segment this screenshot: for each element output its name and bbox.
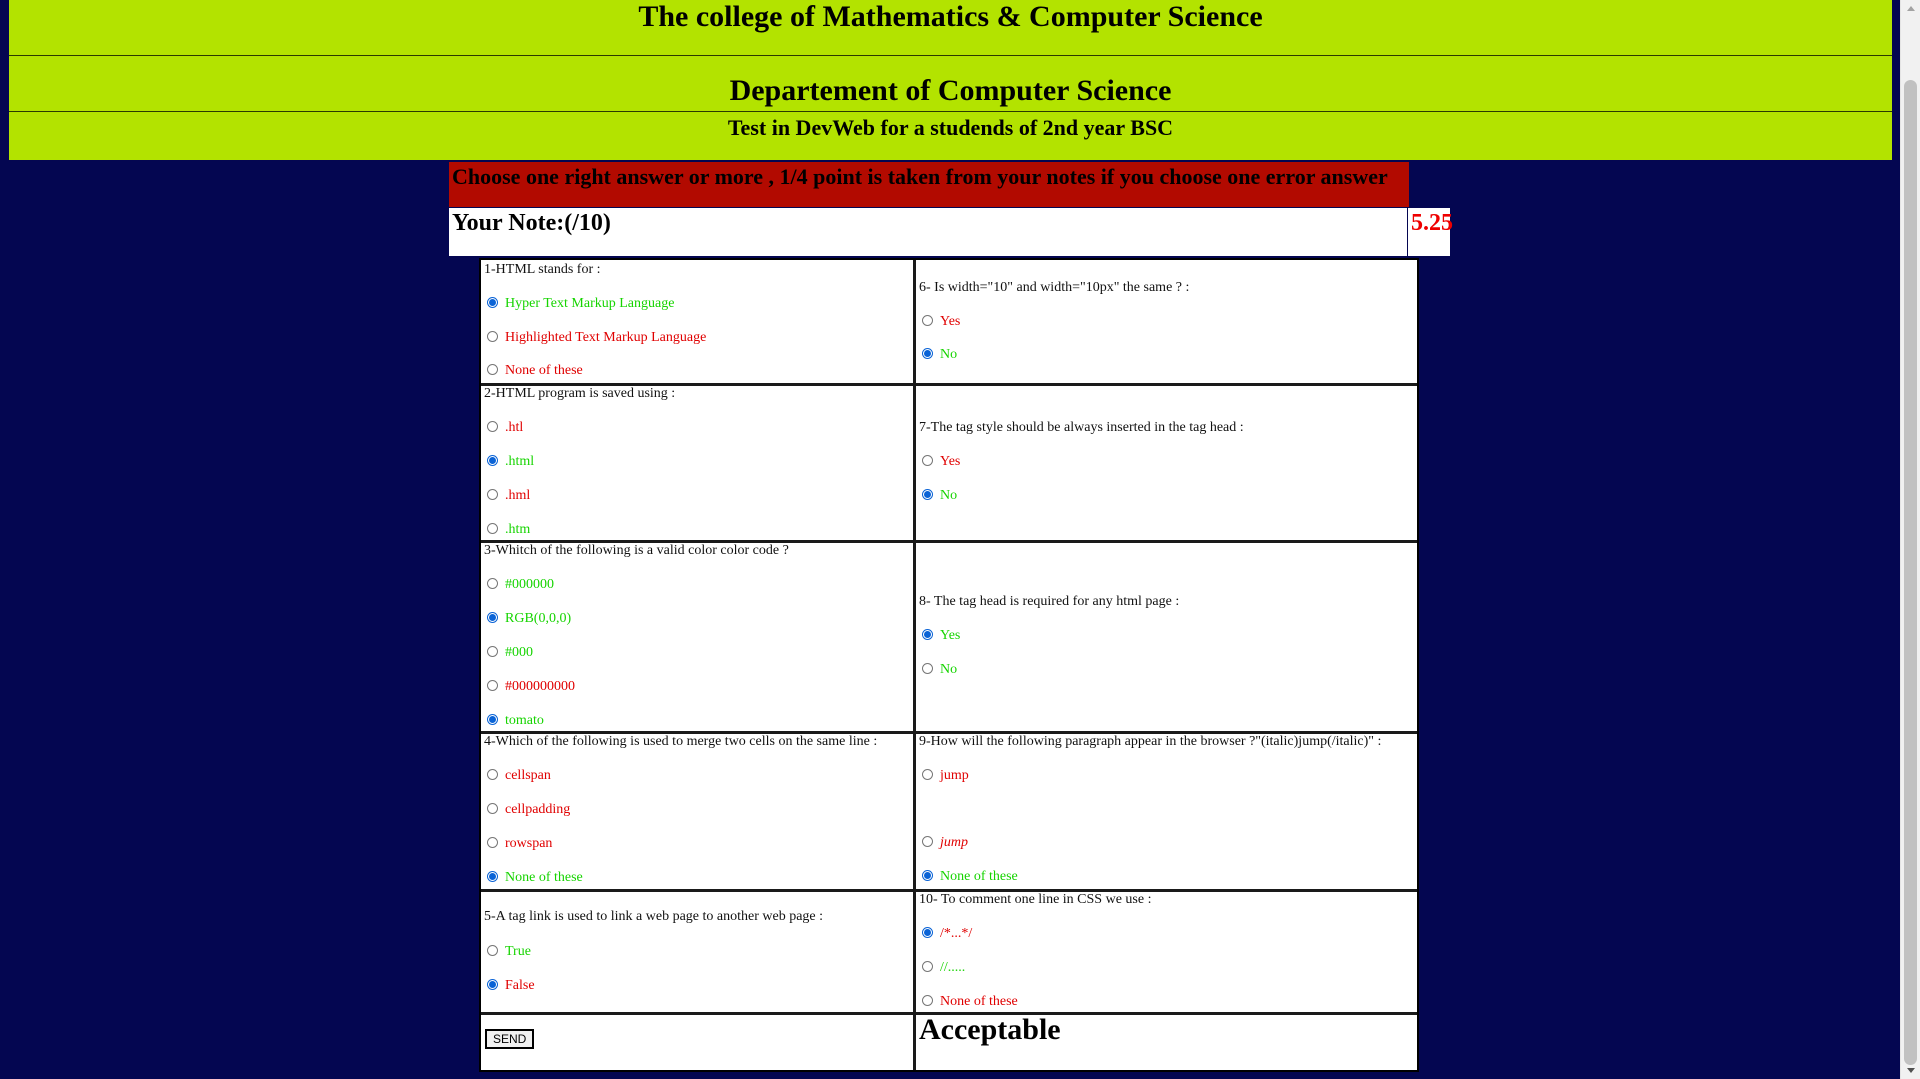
vertical-scrollbar[interactable] xyxy=(1900,0,1920,1079)
radio-button[interactable] xyxy=(487,421,498,432)
radio-button[interactable] xyxy=(487,945,498,956)
option-row[interactable] xyxy=(487,768,551,784)
option-label: None of these xyxy=(940,994,1018,1009)
option-row[interactable] xyxy=(487,679,575,695)
test-title: Test in DevWeb for a studends of 2nd year BSC xyxy=(9,112,1892,160)
scrollbar-thumb[interactable] xyxy=(1904,80,1917,1065)
radio-button[interactable] xyxy=(487,680,498,691)
radio-button[interactable] xyxy=(922,629,933,640)
radio-button[interactable] xyxy=(487,523,498,534)
option-row[interactable] xyxy=(487,577,554,593)
option-row[interactable] xyxy=(487,363,583,379)
radio-button[interactable] xyxy=(922,315,933,326)
option-row[interactable] xyxy=(487,454,534,470)
option-row[interactable] xyxy=(487,944,531,960)
question-text: 7-The tag style should be always inserted in the tag head : xyxy=(919,420,1244,435)
radio-button[interactable] xyxy=(922,348,933,359)
radio-button[interactable] xyxy=(922,995,933,1006)
option-row[interactable] xyxy=(922,628,960,644)
radio-button[interactable] xyxy=(922,663,933,674)
question-cell-1 xyxy=(481,260,913,383)
note-score: 5.25 xyxy=(1408,208,1450,256)
question-cell-2 xyxy=(481,386,913,540)
option-row[interactable] xyxy=(487,488,530,504)
option-label: Yes xyxy=(940,454,961,469)
option-row[interactable] xyxy=(487,522,530,538)
quiz-table xyxy=(479,258,1419,1072)
option-label: True xyxy=(505,944,531,959)
question-cell-3 xyxy=(481,543,913,731)
question-cell-10 xyxy=(916,892,1417,1012)
question-cell-6 xyxy=(916,260,1417,383)
question-cell-9 xyxy=(916,734,1417,889)
option-label: rowspan xyxy=(505,836,553,851)
option-row[interactable] xyxy=(487,420,523,436)
option-row[interactable] xyxy=(487,802,570,818)
option-label: No xyxy=(940,662,958,677)
option-label: #000000 xyxy=(505,577,554,592)
radio-button[interactable] xyxy=(922,870,933,881)
question-text: 4-Which of the following is used to merge two cells on the same line : xyxy=(484,734,878,749)
option-label: No xyxy=(940,488,958,503)
radio-button[interactable] xyxy=(487,803,498,814)
option-row[interactable] xyxy=(922,994,1018,1010)
note-label: Your Note:(/10) xyxy=(449,208,1407,256)
radio-button[interactable] xyxy=(487,489,498,500)
option-row[interactable] xyxy=(487,330,706,346)
radio-button[interactable] xyxy=(487,364,498,375)
option-row[interactable] xyxy=(922,314,960,330)
option-label: Highlighted Text Markup Language xyxy=(505,330,707,345)
question-text: 6- Is width="10" and width="10px" the same ? : xyxy=(919,280,1190,295)
option-label: /*...*/ xyxy=(940,926,973,941)
scroll-down-arrow-icon[interactable] xyxy=(1907,1068,1915,1073)
question-cell-4 xyxy=(481,734,913,889)
option-label: //..... xyxy=(940,960,966,975)
option-label: jump xyxy=(940,835,968,850)
question-text: 1-HTML stands for : xyxy=(484,262,601,277)
question-cell-5 xyxy=(481,892,913,1012)
radio-button[interactable] xyxy=(487,837,498,848)
option-label: cellspan xyxy=(505,768,551,783)
option-label: Yes xyxy=(940,628,961,643)
option-row[interactable] xyxy=(922,488,957,504)
option-row[interactable] xyxy=(487,611,571,627)
verdict-text: Acceptable xyxy=(919,1013,1061,1046)
option-label: No xyxy=(940,347,958,362)
college-title: The college of Mathematics & Computer Science xyxy=(9,0,1892,56)
verdict-cell xyxy=(916,1015,1417,1070)
option-row[interactable] xyxy=(487,296,674,312)
radio-button[interactable] xyxy=(922,927,933,938)
department-title: Departement of Computer Science xyxy=(9,56,1892,112)
question-text: 9-How will the following paragraph appear in the browser ?"(italic)jump(/italic)" : xyxy=(919,734,1382,749)
radio-button[interactable] xyxy=(487,871,498,882)
option-label: RGB(0,0,0) xyxy=(505,611,572,626)
radio-button[interactable] xyxy=(487,297,498,308)
question-text: 5-A tag link is used to link a web page to another web page : xyxy=(484,909,824,924)
radio-button[interactable] xyxy=(487,769,498,780)
question-text: 3-Whitch of the following is a valid color color code ? xyxy=(484,543,789,558)
option-label: jump xyxy=(940,768,969,783)
radio-button[interactable] xyxy=(922,769,933,780)
question-text: 2-HTML program is saved using : xyxy=(484,386,676,401)
question-cell-8 xyxy=(916,543,1417,731)
option-label: None of these xyxy=(940,869,1018,884)
option-row[interactable] xyxy=(487,870,583,886)
send-button[interactable]: SEND xyxy=(485,1029,534,1049)
option-label: False xyxy=(505,978,535,993)
option-row[interactable] xyxy=(922,869,1018,885)
radio-button[interactable] xyxy=(922,961,933,972)
question-text: 10- To comment one line in CSS we use : xyxy=(919,892,1152,907)
option-label: None of these xyxy=(505,363,583,378)
option-label: #000000000 xyxy=(505,679,575,694)
option-row[interactable] xyxy=(922,960,965,976)
option-row[interactable] xyxy=(487,978,535,994)
radio-button[interactable] xyxy=(487,331,498,342)
radio-button[interactable] xyxy=(922,489,933,500)
option-row[interactable] xyxy=(487,713,544,729)
option-label: #000 xyxy=(505,645,533,660)
radio-button[interactable] xyxy=(487,646,498,657)
radio-button[interactable] xyxy=(922,836,933,847)
option-row[interactable] xyxy=(922,454,960,470)
option-label: .htl xyxy=(505,420,524,435)
option-label: None of these xyxy=(505,870,583,885)
option-row[interactable] xyxy=(922,768,969,784)
instructions-banner: Choose one right answer or more , 1/4 point is taken from your notes if you choose one error answer xyxy=(449,162,1409,207)
radio-button[interactable] xyxy=(487,714,498,725)
question-text: 8- The tag head is required for any html page : xyxy=(919,594,1180,609)
option-row[interactable] xyxy=(922,926,972,942)
send-cell xyxy=(481,1015,913,1070)
option-label: Yes xyxy=(940,314,961,329)
question-cell-7 xyxy=(916,386,1417,540)
option-row[interactable] xyxy=(487,836,552,852)
option-label: tomato xyxy=(505,713,544,728)
option-label: cellpadding xyxy=(505,802,571,817)
radio-button[interactable] xyxy=(922,455,933,466)
option-row[interactable] xyxy=(487,645,533,661)
scroll-up-arrow-icon[interactable] xyxy=(1907,6,1915,11)
radio-button[interactable] xyxy=(487,612,498,623)
note-row xyxy=(449,208,1453,256)
radio-button[interactable] xyxy=(487,979,498,990)
option-row[interactable] xyxy=(922,662,957,678)
option-label: .html xyxy=(505,454,535,469)
option-label: .htm xyxy=(505,522,531,537)
option-row[interactable] xyxy=(922,835,968,851)
option-label: Hyper Text Markup Language xyxy=(505,296,675,311)
option-row[interactable] xyxy=(922,347,957,363)
radio-button[interactable] xyxy=(487,578,498,589)
option-label: .hml xyxy=(505,488,531,503)
radio-button[interactable] xyxy=(487,455,498,466)
